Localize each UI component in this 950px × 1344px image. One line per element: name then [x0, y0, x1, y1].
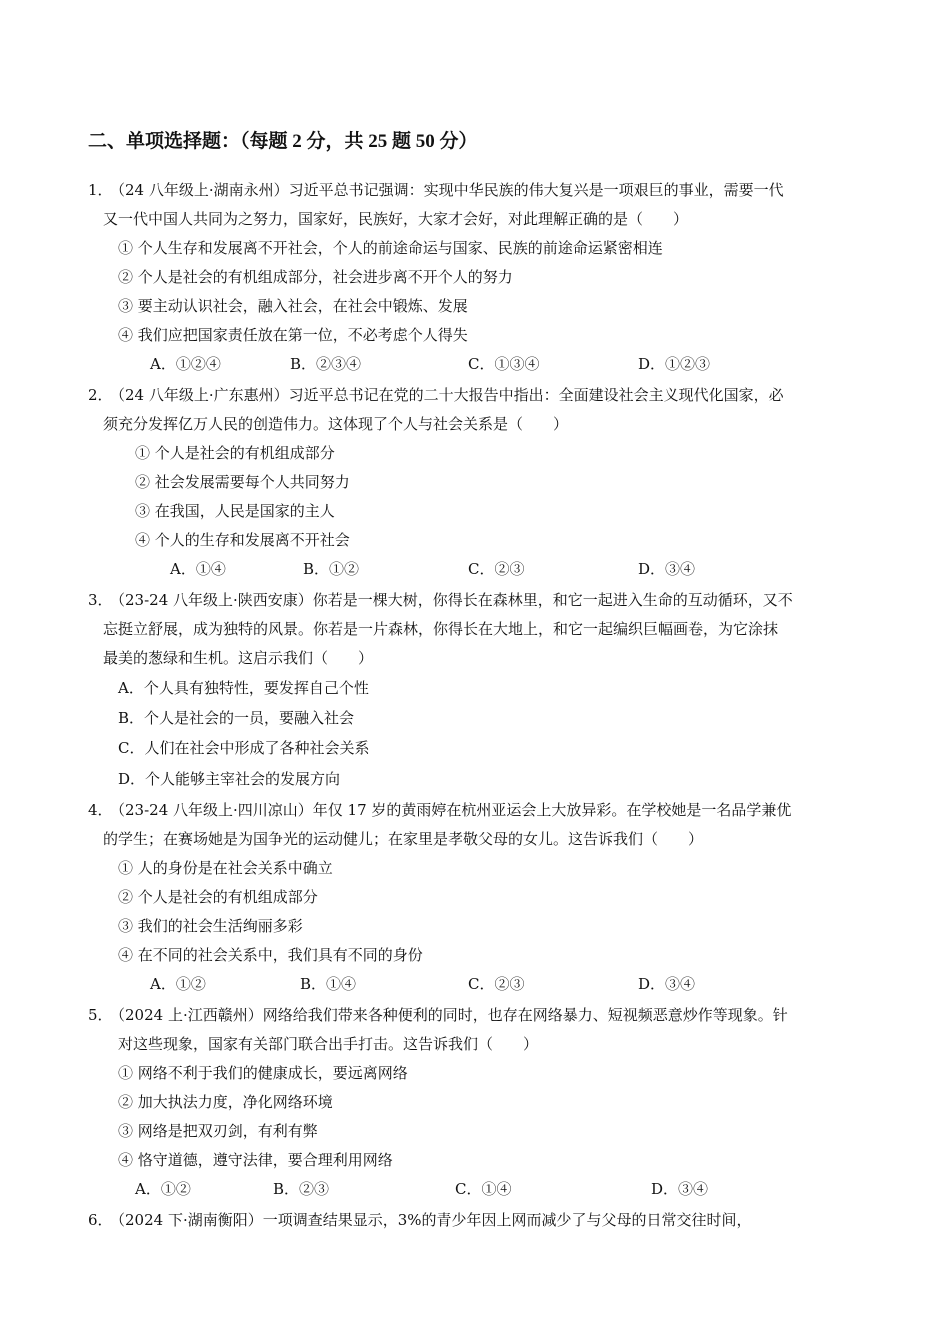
option-d: D．①②③	[638, 355, 711, 373]
question-text-line: （23-24 八年级上·陕西安康）你若是一棵大树，你得长在森林里，和它一起进入生命的互动循环，又不	[110, 591, 793, 609]
question-text-line: 对这些现象，国家有关部门联合出手打击。这告诉我们（ ）	[118, 1035, 539, 1053]
statement: ① 网络不利于我们的健康成长，要远离网络	[118, 1064, 408, 1082]
statement: ③ 我们的社会生活绚丽多彩	[118, 917, 303, 935]
statement: ④ 个人的生存和发展离不开社会	[135, 531, 350, 549]
statement: ③ 要主动认识社会，融入社会，在社会中锻炼、发展	[118, 297, 468, 315]
option-c: C．人们在社会中形成了各种社会关系	[118, 739, 370, 757]
question-number: 3．	[88, 591, 113, 609]
section-title: 二、单项选择题：（每题 2 分，共 25 题 50 分）	[88, 131, 478, 152]
question-text-line: 又一代中国人共同为之努力，国家好，民族好，大家才会好，对此理解正确的是（ ）	[103, 210, 689, 228]
question-text-line: 最美的葱绿和生机。这启示我们（ ）	[103, 649, 374, 667]
option-a: A．①④	[170, 560, 226, 578]
statement: ④ 恪守道德，遵守法律，要合理利用网络	[118, 1151, 393, 1169]
option-c: C．②③	[468, 560, 525, 578]
statement: ① 个人是社会的有机组成部分	[135, 444, 335, 462]
question-text-line: 的学生；在赛场她是为国争光的运动健儿；在家里是孝敬父母的女儿。这告诉我们（ ）	[103, 830, 704, 848]
option-a: A．①②④	[150, 355, 221, 373]
question-number: 5．	[88, 1006, 113, 1024]
statement: ② 加大执法力度，净化网络环境	[118, 1093, 333, 1111]
question-text-line: （2024 下·湖南衡阳）一项调查结果显示，3%的青少年因上网而减少了与父母的日常交往时间，	[110, 1211, 752, 1229]
question-text-line: （2024 上·江西赣州）网络给我们带来各种便利的同时，也存在网络暴力、短视频恶意炒作等现象。针	[110, 1006, 788, 1024]
question-text-line: （24 八年级上·广东惠州）习近平总书记在党的二十大报告中指出：全面建设社会主义现代化国家，必	[110, 386, 784, 404]
statement: ④ 在不同的社会关系中，我们具有不同的身份	[118, 946, 423, 964]
option-d: D．③④	[638, 560, 696, 578]
option-b: B．②③	[273, 1180, 330, 1198]
option-c: C．①④	[455, 1180, 512, 1198]
statement: ④ 我们应把国家责任放在第一位，不必考虑个人得失	[118, 326, 468, 344]
question-number: 6．	[88, 1211, 113, 1229]
option-b: B．①②	[303, 560, 360, 578]
option-b: B．②③④	[290, 355, 362, 373]
option-c: C．①③④	[468, 355, 540, 373]
option-c: C．②③	[468, 975, 525, 993]
statement: ③ 网络是把双刃剑，有利有弊	[118, 1122, 318, 1140]
option-b: B．个人是社会的一员，要融入社会	[118, 709, 355, 727]
statement: ① 人的身份是在社会关系中确立	[118, 859, 333, 877]
question-text-line: （23-24 八年级上·四川凉山）年仅 17 岁的黄雨婷在杭州亚运会上大放异彩。在学校她是一名品学兼优	[110, 801, 792, 819]
statement: ② 个人是社会的有机组成部分，社会进步离不开个人的努力	[118, 268, 513, 286]
statement: ② 个人是社会的有机组成部分	[118, 888, 318, 906]
option-a: A．①②	[150, 975, 206, 993]
question-number: 1．	[88, 181, 113, 199]
question-text-line: 忘挺立舒展，成为独特的风景。你若是一片森林，你得长在大地上，和它一起编织巨幅画卷，为它涂抹	[103, 620, 779, 638]
option-b: B．①④	[300, 975, 357, 993]
statement: ② 社会发展需要每个人共同努力	[135, 473, 350, 491]
question-text-line: （24 八年级上·湖南永州）习近平总书记强调：实现中华民族的伟大复兴是一项艰巨的事业，需要一代	[110, 181, 784, 199]
option-d: D．③④	[638, 975, 696, 993]
option-d: D．个人能够主宰社会的发展方向	[118, 770, 341, 788]
question-text-line: 须充分发挥亿万人民的创造伟力。这体现了个人与社会关系是（ ）	[103, 415, 569, 433]
option-d: D．③④	[651, 1180, 709, 1198]
statement: ① 个人生存和发展离不开社会，个人的前途命运与国家、民族的前途命运紧密相连	[118, 239, 663, 257]
statement: ③ 在我国，人民是国家的主人	[135, 502, 335, 520]
question-number: 2．	[88, 386, 113, 404]
option-a: A．个人具有独特性，要发挥自己个性	[118, 679, 369, 697]
question-number: 4．	[88, 801, 113, 819]
option-a: A．①②	[135, 1180, 191, 1198]
